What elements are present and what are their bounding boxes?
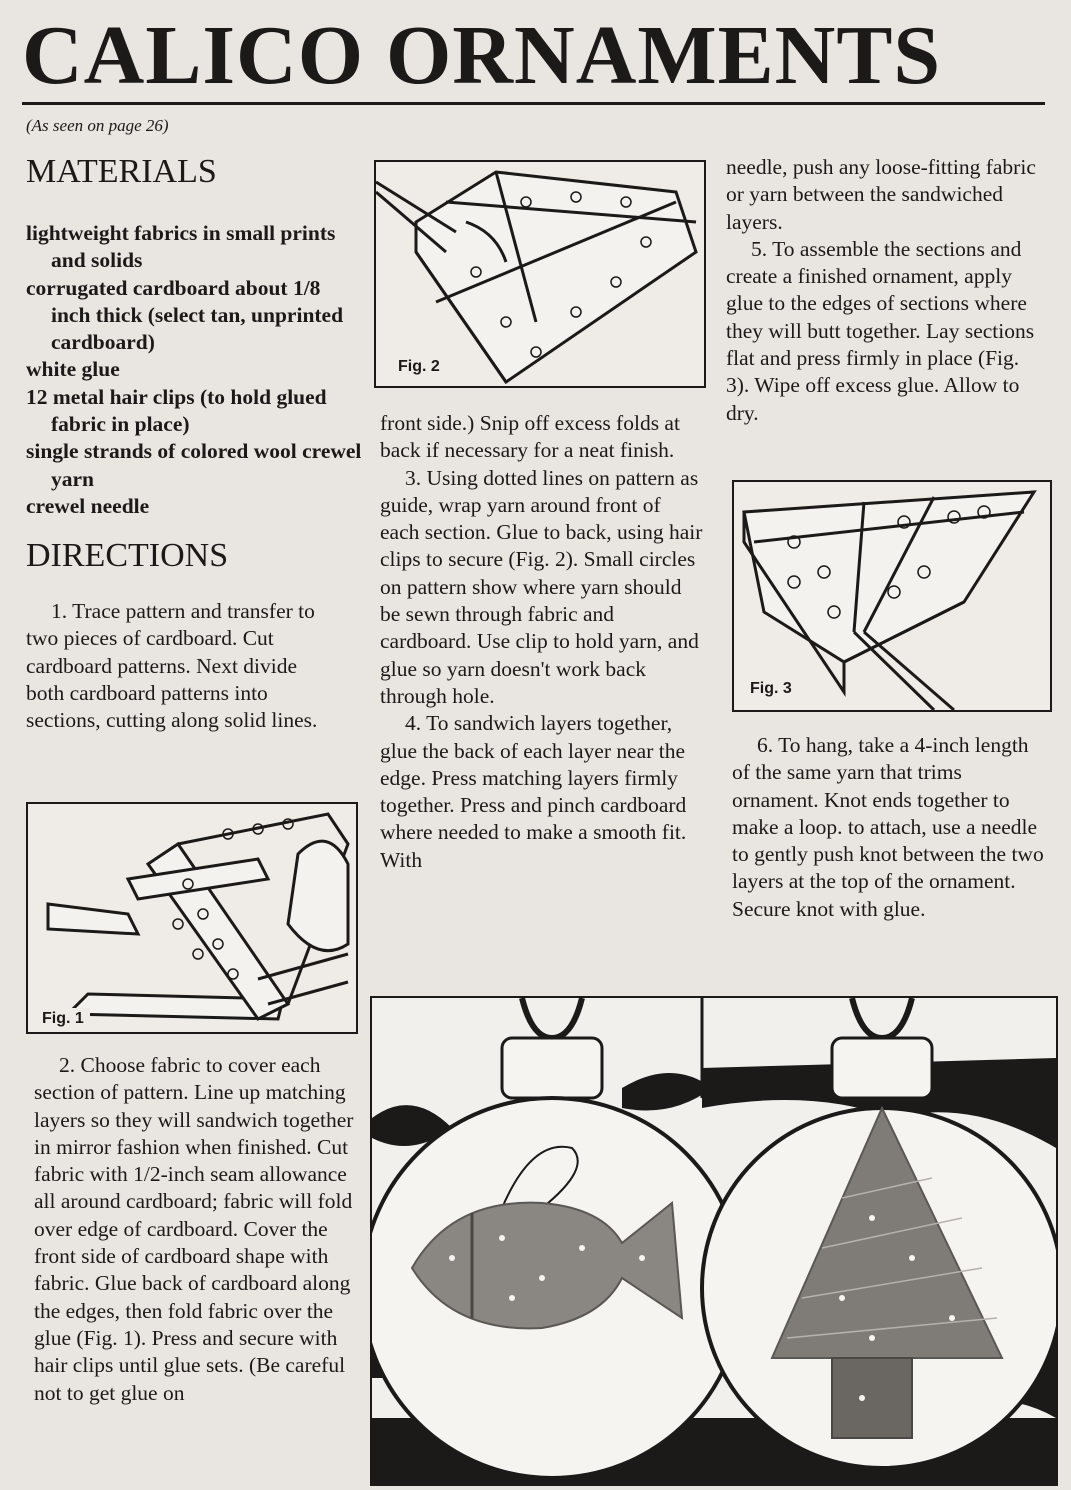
page-title: CALICO ORNAMENTS [22, 9, 942, 102]
material-item: single strands of colored wool crewel yarn [26, 439, 362, 491]
fig1-illustration [28, 804, 356, 1032]
materials-list [26, 220, 362, 520]
materials-heading: MATERIALS [26, 153, 217, 190]
right-column-text [726, 154, 1044, 427]
fig2-illustration [376, 162, 704, 386]
material-item: 12 metal hair clips (to hold glued fabric in place) [26, 384, 327, 437]
step-2-cont-text: front side.) Snip off excess folds at back if necessary for a neat finish. [380, 411, 680, 463]
material-item: white glue [26, 357, 120, 382]
figure-1 [26, 802, 358, 1034]
material-item: crewel needle [26, 493, 150, 518]
step-2-text: 2. Choose fabric to cover each section of pattern. Line up matching layers so they will sandwich together in mirror fashion when finished. Cut fabric with 1/2-inch seam allowance all around cardboard; fabric will fold over edge of cardboard. Cover the front side of cardboard shape with fabric. Glue back of cardboard along the edges, then fold fabric over the glue (Fig. 1). Press and secure with hair clips until glue sets. (Be careful not to get glue on [34, 1053, 354, 1405]
step-6-text: 6. To hang, take a 4-inch length of the same yarn that trims ornament. Knot ends together to make a loop. to attach, use a needle to gently push knot between the two layers at the top of the ornament. Secure knot with glue. [732, 733, 1044, 921]
step-1-text: 1. Trace pattern and transfer to two pieces of cardboard. Cut cardboard patterns. Next divide both cardboard patterns into sections, cutting along solid lines. [26, 599, 318, 733]
ornament-photo [370, 996, 1058, 1486]
step-2-continued [380, 410, 704, 874]
step-2 [34, 1052, 359, 1407]
step-4-cont-text: needle, push any loose-fitting fabric or yarn between the sandwiched layers. [726, 155, 1036, 234]
step-1 [26, 598, 326, 734]
ornament-photo-illustration [372, 998, 1056, 1484]
fig-1-label: Fig. 1 [36, 1008, 90, 1030]
directions-heading: DIRECTIONS [26, 537, 229, 574]
subtitle: (As seen on page 26) [26, 116, 169, 135]
fig-2-label: Fig. 2 [392, 356, 446, 378]
material-item: corrugated cardboard about 1/8 inch thick (select tan, unprinted cardboard) [26, 275, 344, 355]
title-rule [22, 102, 1045, 105]
step-3-text: 3. Using dotted lines on pattern as guide, wrap yarn around front of each section. Glue to back, using hair clips to secure (Fig. 2). Small circles on pattern show where yarn should be sewn through fabric and cardboard. Use clip to hold yarn, and glue so yarn doesn't work back through hole. [380, 465, 703, 708]
step-6 [732, 732, 1044, 923]
fig3-illustration [734, 482, 1050, 710]
fig-3-label: Fig. 3 [744, 678, 798, 700]
step-4-text: 4. To sandwich layers together, glue the back of each layer near the edge. Press matching layers firmly together. Press and pinch cardboard where needed to make a smooth fit. With [380, 711, 687, 872]
figure-2 [374, 160, 706, 388]
step-5-text: 5. To assemble the sections and create a finished ornament, apply glue to the edges of sections where they will butt together. Lay sections flat and press firmly in place (Fig. 3). Wipe off excess glue. Allow to dry. [726, 236, 1035, 425]
figure-3 [732, 480, 1052, 712]
material-item: lightweight fabrics in small prints and solids [26, 221, 336, 273]
